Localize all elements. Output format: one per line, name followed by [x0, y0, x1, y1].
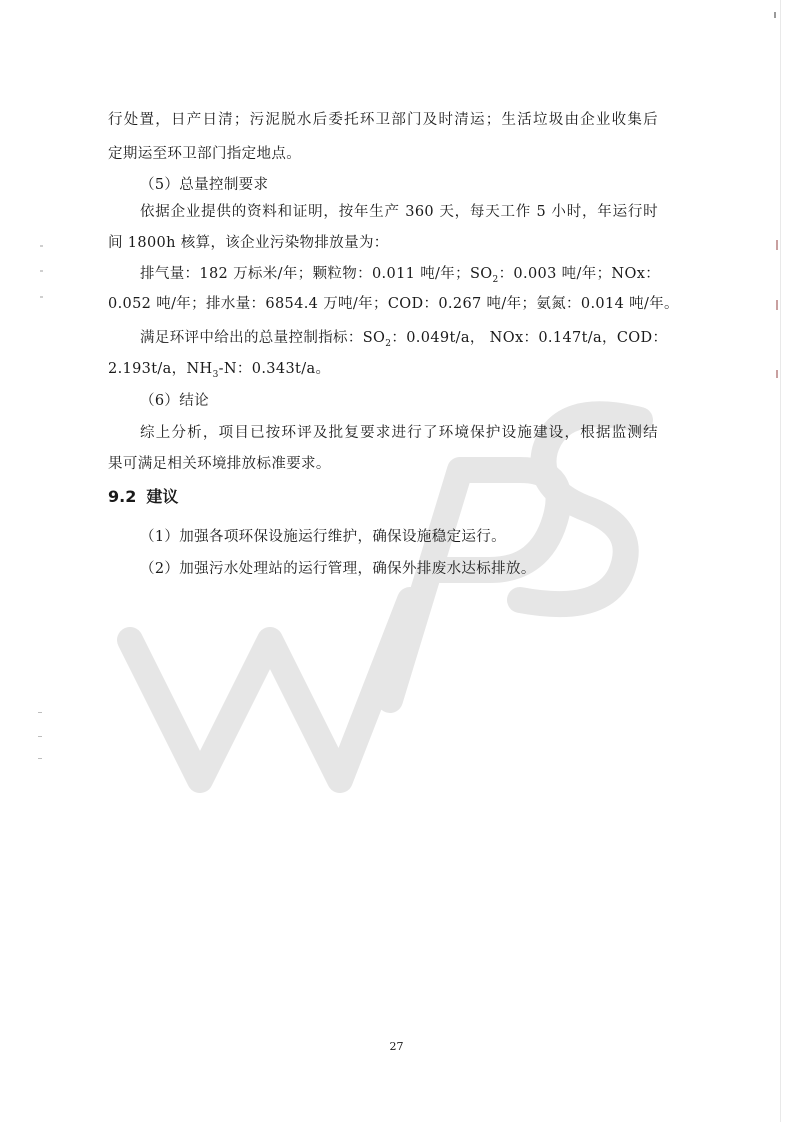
scan-speck — [776, 240, 778, 250]
scan-speck — [774, 12, 776, 18]
scan-speck — [776, 370, 778, 378]
text-span: ：0.049t/a， NOx：0.147t/a，COD： — [391, 330, 668, 346]
scan-speck — [38, 758, 42, 759]
scan-speck — [776, 300, 778, 310]
control-index-line — [140, 328, 667, 348]
scan-speck — [38, 736, 42, 737]
paragraph-line: 依据企业提供的资料和证明，按年生产 360 天，每天工作 5 小时，年运行时 — [140, 204, 658, 220]
paragraph-line: 间 1800h 核算，该企业污染物排放量为： — [108, 235, 389, 251]
scan-speck — [38, 712, 42, 713]
text-span: ：0.003 吨/年；NOx： — [498, 266, 661, 282]
scan-speck — [40, 296, 43, 298]
subscript: 2 — [385, 338, 392, 349]
subsection-heading-5: （5）总量控制要求 — [140, 177, 269, 193]
scan-edge-line — [780, 0, 781, 1122]
paragraph-line: 综上分析，项目已按环评及批复要求进行了环境保护设施建设，根据监测结 — [140, 425, 658, 441]
paragraph-line: 行处置，日产日清；污泥脱水后委托环卫部门及时清运；生活垃圾由企业收集后 — [108, 112, 658, 128]
recommendation-item: （1）加强各项环保设施运行维护，确保设施稳定运行。 — [140, 529, 506, 545]
recommendation-item: （2）加强污水处理站的运行管理，确保外排废水达标排放。 — [140, 561, 536, 577]
subsection-heading-6: （6）结论 — [140, 393, 209, 409]
emission-line — [140, 264, 660, 284]
section-heading-9-2 — [108, 486, 178, 508]
paragraph-line: 定期运至环卫部门指定地点。 — [108, 146, 302, 162]
page-number: 27 — [389, 1040, 404, 1053]
emission-line: 0.052 吨/年；排水量：6854.4 万吨/年；COD：0.267 吨/年；氨氮：0.014 吨/年。 — [108, 296, 679, 312]
subscript: 3 — [212, 369, 219, 380]
section-number: 9.2 — [108, 487, 137, 506]
subscript: 2 — [492, 274, 499, 285]
scan-speck — [40, 270, 43, 272]
control-index-line — [108, 359, 330, 379]
text-span: 排气量：182 万标米/年；颗粒物：0.011 吨/年；SO — [140, 266, 493, 282]
section-title: 建议 — [146, 487, 179, 506]
scan-speck — [40, 245, 43, 247]
paragraph-line: 果可满足相关环境排放标准要求。 — [108, 456, 331, 472]
text-span: 满足环评中给出的总量控制指标：SO — [140, 330, 386, 346]
text-span: -N：0.343t/a。 — [218, 361, 331, 377]
text-span: 2.193t/a，NH — [108, 361, 213, 377]
